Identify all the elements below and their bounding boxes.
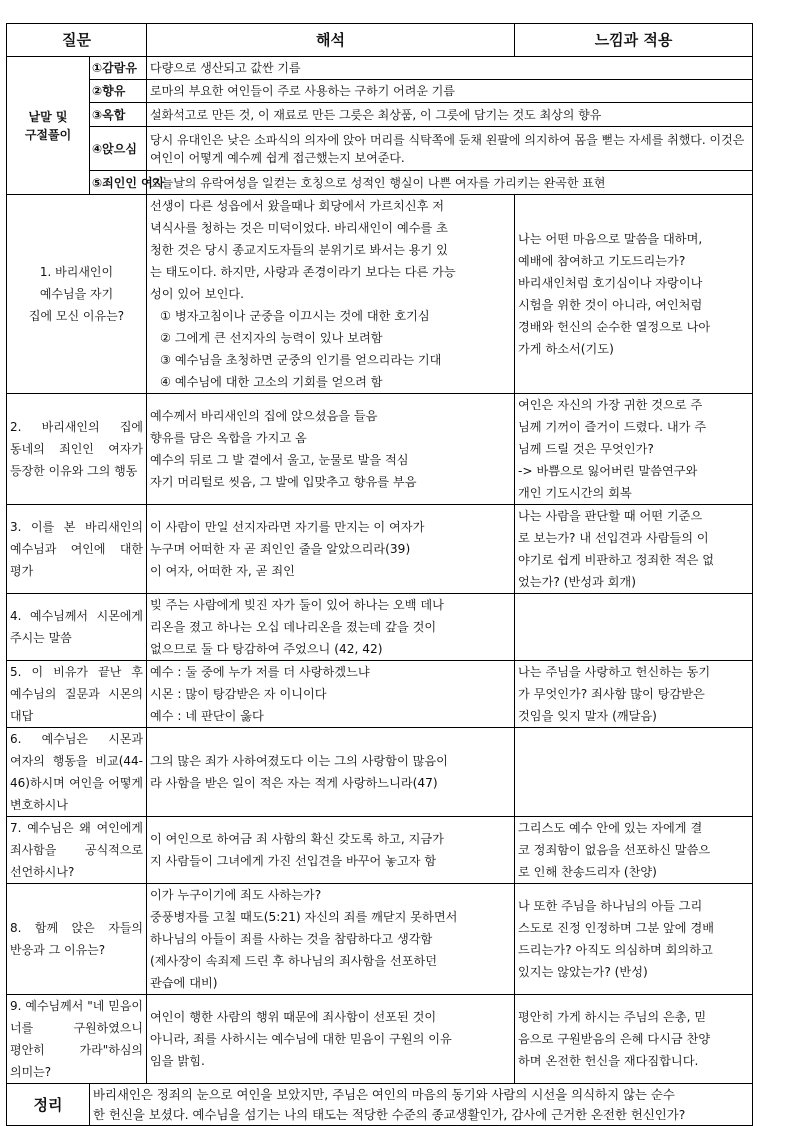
study-table bbox=[6, 23, 753, 1126]
interpretation-header: 해석 bbox=[147, 24, 515, 57]
content-row bbox=[7, 884, 753, 995]
interpretation-line: 리온을 졌고 하나는 오십 데나리온을 졌는데 갚을 것이 bbox=[150, 620, 437, 634]
glossary-definition: 다량으로 생산되고 값싼 기름 bbox=[147, 57, 753, 80]
application-line: 여인은 자신의 가장 귀한 것으로 주 bbox=[518, 398, 703, 412]
interpretation-line: 이 여인으로 하여금 죄 사함의 확신 갖도록 하고, 지금가 bbox=[150, 832, 444, 846]
interpretation-cell bbox=[147, 505, 515, 594]
application-line: 것임을 잊지 말자 (깨달음) bbox=[518, 709, 657, 723]
interpretation-line: 시몬 : 많이 탕감받은 자 이니이다 bbox=[150, 687, 327, 701]
summary-row bbox=[7, 1084, 753, 1126]
interpretation-item: ① 병자고침이나 군중을 이끄시는 것에 대한 호기심 bbox=[160, 309, 430, 323]
content-row bbox=[7, 195, 753, 394]
glossary-term: ②향유 bbox=[90, 80, 147, 103]
interpretation-cell bbox=[147, 394, 515, 505]
question-cell: 1. 바리새인이 예수님을 자기 집에 모신 이유는? bbox=[7, 195, 147, 394]
summary-line: 한 헌신을 보셨다. 예수님을 섬기는 나의 태도는 적당한 수준의 종교생활인가, 감사에 근거한 온전한 헌신인가? bbox=[93, 1106, 686, 1122]
application-line: 가게 하소서(기도) bbox=[518, 342, 614, 356]
interpretation-item: ④ 예수님에 대한 고소의 기회를 얻으려 함 bbox=[160, 375, 383, 389]
question-cell: 7. 예수님은 왜 여인에게 죄사함을 공식적으로 선언하시나? bbox=[7, 817, 147, 884]
interpretation-line: 청한 것은 당시 종교지도자들의 분위기로 봐서는 용기 있 bbox=[150, 243, 448, 257]
content-row bbox=[7, 594, 753, 661]
question-header: 질문 bbox=[7, 24, 147, 57]
application-line: 님께 드릴 것은 무엇인가? bbox=[518, 442, 654, 456]
glossary-row bbox=[7, 80, 753, 103]
application-cell bbox=[515, 394, 753, 505]
application-cell bbox=[515, 195, 753, 394]
header-row bbox=[7, 24, 753, 57]
application-cell bbox=[515, 728, 753, 817]
content-row bbox=[7, 728, 753, 817]
application-line: 나는 어떤 마음으로 말씀을 대하며, bbox=[518, 232, 703, 246]
interpretation-line: 예수 : 둘 중에 누가 저를 더 사랑하겠느냐 bbox=[150, 665, 370, 679]
question-cell: 2. 바리새인의 집에 동네의 죄인인 여자가 등장한 이유와 그의 행동 bbox=[7, 394, 147, 505]
interpretation-line: 누구며 어떠한 자 곧 죄인인 줄을 알았으리라(39) bbox=[150, 542, 411, 556]
application-line: 코 정죄함이 없음을 선포하신 말씀으 bbox=[518, 843, 711, 857]
interpretation-line: 그의 많은 죄가 사하여졌도다 이는 그의 사랑함이 많음이 bbox=[150, 754, 448, 768]
application-line: 경배와 헌신의 순수한 열정으로 나아 bbox=[518, 320, 711, 334]
summary-label: 정리 bbox=[7, 1084, 90, 1126]
application-line: 음으로 구원받음의 은혜 다시금 찬양 bbox=[518, 1032, 711, 1046]
content-row bbox=[7, 817, 753, 884]
interpretation-line: 중풍병자를 고칠 때도(5:21) 자신의 죄를 깨닫지 못하면서 bbox=[150, 910, 458, 924]
application-line: 로 인해 찬송드리자 (찬양) bbox=[518, 865, 657, 879]
interpretation-line: 는 태도이다. 하지만, 사랑과 존경이라기 보다는 다른 가능 bbox=[150, 265, 456, 279]
application-header: 느낌과 적용 bbox=[515, 24, 753, 57]
interpretation-line: 예수께서 바리새인의 집에 앉으셨음을 들음 bbox=[150, 409, 378, 423]
interpretation-line: (제사장이 속죄제 드린 후 하나님의 죄사함을 선포하던 bbox=[150, 954, 438, 968]
application-line: 나 또한 주님을 하나님의 아들 그리 bbox=[518, 899, 703, 913]
glossary-row bbox=[7, 171, 753, 195]
application-cell bbox=[515, 817, 753, 884]
application-line: 로 보는가? 내 선입견과 사람들의 이 bbox=[518, 531, 709, 545]
glossary-row bbox=[7, 57, 753, 80]
glossary-definition: 설화석고로 만든 것, 이 재료로 만든 그릇은 최상품, 이 그릇에 담기는 것도 최상의 향유 bbox=[147, 103, 753, 127]
interpretation-line: 하나님의 아들이 죄를 사하는 것을 참람하다고 생각함 bbox=[150, 932, 433, 946]
application-line: 가 무엇인가? 죄사함 많이 탕감받은 bbox=[518, 687, 705, 701]
interpretation-line: 지 사람들이 그녀에게 가진 선입견을 바꾸어 놓고자 함 bbox=[150, 854, 437, 868]
question-cell: 9. 예수님께서 "네 믿음이 너를 구원하였으니 평안히 가라"하심의 의미는? bbox=[7, 995, 147, 1084]
interpretation-cell bbox=[147, 661, 515, 728]
application-line: 야기로 쉽게 비판하고 정죄한 적은 없 bbox=[518, 553, 714, 567]
glossary-label: 낱말 및 구절풀이 bbox=[7, 57, 90, 195]
content-row bbox=[7, 661, 753, 728]
application-line: 하며 온전한 헌신을 재다짐합니다. bbox=[518, 1054, 699, 1068]
application-line: 님께 기꺼이 즐거이 드렸다. 내가 주 bbox=[518, 420, 707, 434]
application-cell bbox=[515, 995, 753, 1084]
interpretation-line: 라 사함을 받은 일이 적은 자는 적게 사랑하느니라(47) bbox=[150, 776, 438, 790]
glossary-term: ⑤죄인인 여자 bbox=[90, 171, 147, 195]
summary-text bbox=[90, 1084, 753, 1126]
application-line: 나는 사람을 판단할 때 어떤 기준으 bbox=[518, 509, 703, 523]
glossary-row bbox=[7, 127, 753, 171]
interpretation-line: 예수의 뒤로 그 발 곁에서 울고, 눈물로 발을 적심 bbox=[150, 453, 409, 467]
question-cell: 8. 함께 앉은 자들의 반응과 그 이유는? bbox=[7, 884, 147, 995]
interpretation-line: 녁식사를 청하는 것은 미덕이었다. 바리새인이 예수를 초 bbox=[150, 221, 448, 235]
application-cell bbox=[515, 661, 753, 728]
application-line: 드리는가? 아직도 의심하며 회의하고 bbox=[518, 943, 713, 957]
content-row bbox=[7, 995, 753, 1084]
interpretation-line: 여인이 행한 사람의 행위 때문에 죄사함이 선포된 것이 bbox=[150, 1010, 437, 1024]
summary-line: 바리새인은 정죄의 눈으로 여인을 보았지만, 주님은 여인의 마음의 동기와 사람의 시선을 의식하지 않는 순수 bbox=[93, 1086, 675, 1102]
interpretation-line: 성이 있어 보인다. bbox=[150, 287, 245, 301]
interpretation-cell bbox=[147, 594, 515, 661]
glossary-row bbox=[7, 103, 753, 127]
interpretation-line: 예수 : 네 판단이 옳다 bbox=[150, 709, 264, 723]
glossary-definition: 오늘날의 유락여성을 일컫는 호칭으로 성적인 행실이 나쁜 여자를 가리키는 완곡한 표현 bbox=[147, 171, 753, 195]
application-line: 시험을 위한 것이 아니라, 여인처럼 bbox=[518, 298, 703, 312]
application-line: 있지는 않았는가? (반성) bbox=[518, 965, 648, 979]
interpretation-line: 임을 밝힘. bbox=[150, 1054, 205, 1068]
interpretation-item: ③ 예수님을 초청하면 군중의 인기를 얻으리라는 기대 bbox=[160, 353, 442, 367]
interpretation-line: 관습에 대비) bbox=[150, 976, 218, 990]
question-cell: 5. 이 비유가 끝난 후 예수님의 질문과 시몬의 대답 bbox=[7, 661, 147, 728]
question-cell: 6. 예수님은 시몬과 여자의 행동을 비교(44-46)하시며 여인을 어떻게 변호하시나 bbox=[7, 728, 147, 817]
application-cell bbox=[515, 594, 753, 661]
interpretation-cell bbox=[147, 195, 515, 394]
application-line: -> 바쁨으로 잃어버린 말씀연구와 bbox=[518, 464, 698, 478]
interpretation-line: 아니라, 죄를 사하시는 예수님에 대한 믿음이 구원의 이유 bbox=[150, 1032, 452, 1046]
interpretation-cell bbox=[147, 817, 515, 884]
interpretation-line: 이 여자, 어떠한 자, 곧 죄인 bbox=[150, 564, 295, 578]
question-cell: 4. 예수님께서 시몬에게 주시는 말씀 bbox=[7, 594, 147, 661]
application-line: 평안히 가게 하시는 주님의 은총, 믿 bbox=[518, 1010, 707, 1024]
glossary-definition: 로마의 부요한 여인들이 주로 사용하는 구하기 어려운 기름 bbox=[147, 80, 753, 103]
interpretation-line: 빚 주는 사람에게 빚진 자가 둘이 있어 하나는 오백 데나 bbox=[150, 598, 444, 612]
interpretation-line: 향유를 담은 옥합을 가지고 옴 bbox=[150, 431, 307, 445]
question-cell: 3. 이를 본 바리새인의 예수님과 여인에 대한 평가 bbox=[7, 505, 147, 594]
interpretation-cell bbox=[147, 728, 515, 817]
application-line: 예배에 참여하고 기도드리는가? bbox=[518, 254, 686, 268]
application-line: 바리새인처럼 호기심이나 자랑이나 bbox=[518, 276, 703, 290]
glossary-definition: 당시 유대인은 낮은 소파식의 의자에 앉아 머리를 식탁쪽에 둔채 왼팔에 의지하여 몸을 뻗는 자세를 취했다. 이것은 여인이 어떻게 예수께 쉽게 접근했는지 보여준다. bbox=[147, 127, 753, 171]
application-line: 그리스도 예수 안에 있는 자에게 결 bbox=[518, 821, 703, 835]
interpretation-line: 없으므로 둘 다 탕감하여 주었으니 (42, 42) bbox=[150, 642, 383, 656]
content-row bbox=[7, 394, 753, 505]
application-line: 나는 주님을 사랑하고 헌신하는 동기 bbox=[518, 665, 711, 679]
interpretation-line: 이가 누구이기에 죄도 사하는가? bbox=[150, 888, 322, 902]
interpretation-cell bbox=[147, 995, 515, 1084]
interpretation-item: ② 그에게 큰 선지자의 능력이 있나 보려함 bbox=[160, 331, 383, 345]
application-cell bbox=[515, 505, 753, 594]
application-line: 었는가? (반성과 회개) bbox=[518, 575, 636, 589]
glossary-term: ①감람유 bbox=[90, 57, 147, 80]
interpretation-cell bbox=[147, 884, 515, 995]
application-cell bbox=[515, 884, 753, 995]
interpretation-line: 이 사람이 만일 선지자라면 자기를 만지는 이 여자가 bbox=[150, 520, 425, 534]
application-line: 개인 기도시간의 회복 bbox=[518, 486, 632, 500]
interpretation-line: 선생이 다른 성읍에서 왔을때나 회당에서 가르치신후 저 bbox=[150, 199, 445, 213]
content-row bbox=[7, 505, 753, 594]
glossary-term: ③옥합 bbox=[90, 103, 147, 127]
application-line: 스도로 진정 인정하며 그분 앞에 경배 bbox=[518, 921, 714, 935]
glossary-term: ④앉으심 bbox=[90, 127, 147, 171]
interpretation-line: 자기 머리털로 씻음, 그 발에 입맞추고 향유를 부음 bbox=[150, 475, 417, 489]
